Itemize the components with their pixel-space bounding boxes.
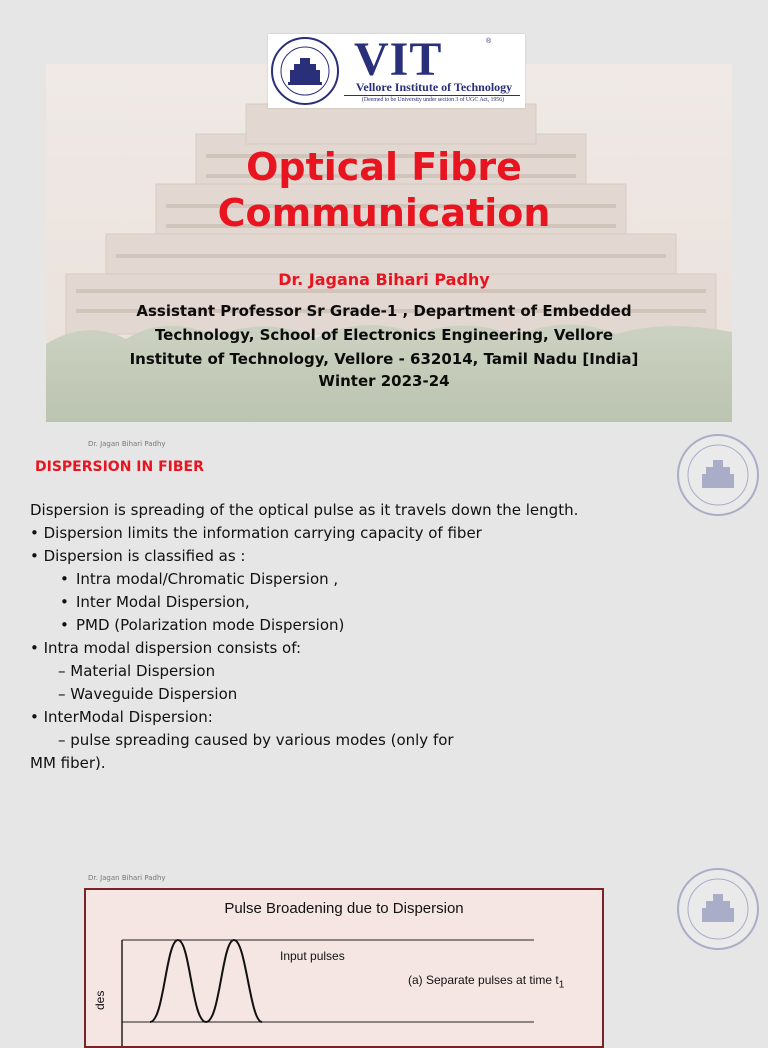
case-label-text: (a) Separate pulses at time t [408,973,559,987]
sub-item: – pulse spreading caused by various modes (only for [58,731,454,749]
logo-divider [344,95,520,96]
sub-bullet-item [30,591,630,614]
vit-seal-icon [676,430,760,520]
vit-seal-icon [676,864,760,954]
sub-bullet-text: PMD (Polarization mode Dispersion) [76,616,345,634]
institute-name: Vellore Institute of Technology [355,80,513,94]
author-affiliation: Assistant Professor Sr Grade-1 , Department of Embedded Technology, School of Electronics Engineering, Vellore Institute of Technology, Vellore - 632014, Tamil Nadu [India] [129,302,639,368]
slide-credit: Dr. Jagan Bihari Padhy [88,874,166,882]
slide-title [0,144,768,236]
sub-bullet-item [30,568,630,591]
bullet-item: • Intra modal dispersion consists of: [30,639,302,657]
bullet-item: • InterModal Dispersion: [30,708,213,726]
sub-bullet-text: Inter Modal Dispersion, [76,593,250,611]
sub-item: – Material Dispersion [58,662,216,680]
sub-item: – Waveguide Dispersion [58,685,238,703]
brand-name: VIT [354,33,443,86]
section-heading: DISPERSION IN FIBER [35,459,204,475]
title-line-1: Optical Fibre [246,145,522,189]
case-label [408,973,564,990]
pulse-broadening-figure [84,888,604,1048]
sub-bullet-item [30,614,630,637]
author-name: Dr. Jagana Bihari Padhy [278,270,490,289]
title-line-2: Communication [217,191,551,235]
bullet-item: • Dispersion is classified as : [30,547,246,565]
deemed-university-note: (Deemed to be University under section 3 of UGC Act, 1956) [361,97,504,103]
slide-credit: Dr. Jagan Bihari Padhy [88,440,166,448]
y-axis-label: des [93,990,107,1010]
bullet-glyph: • [60,593,69,611]
dispersion-notes [30,499,630,775]
sub-bullet-text: Intra modal/Chromatic Dispersion , [76,570,339,588]
bullet-item: • Dispersion limits the information carrying capacity of fiber [30,524,482,542]
registered-mark: ® [486,38,492,45]
bullet-glyph: • [60,616,69,634]
case-label-subscript: 1 [558,979,565,991]
vit-logo [268,34,525,108]
term-label: Winter 2023-24 [318,372,450,390]
input-pulses-label: Input pulses [280,949,345,963]
text-line: Dispersion is spreading of the optical pulse as it travels down the length. [30,501,579,519]
figure-title: Pulse Broadening due to Dispersion [224,900,464,917]
bullet-glyph: • [60,570,69,588]
text-line: MM fiber). [30,754,106,772]
vit-seal-icon [270,36,340,106]
